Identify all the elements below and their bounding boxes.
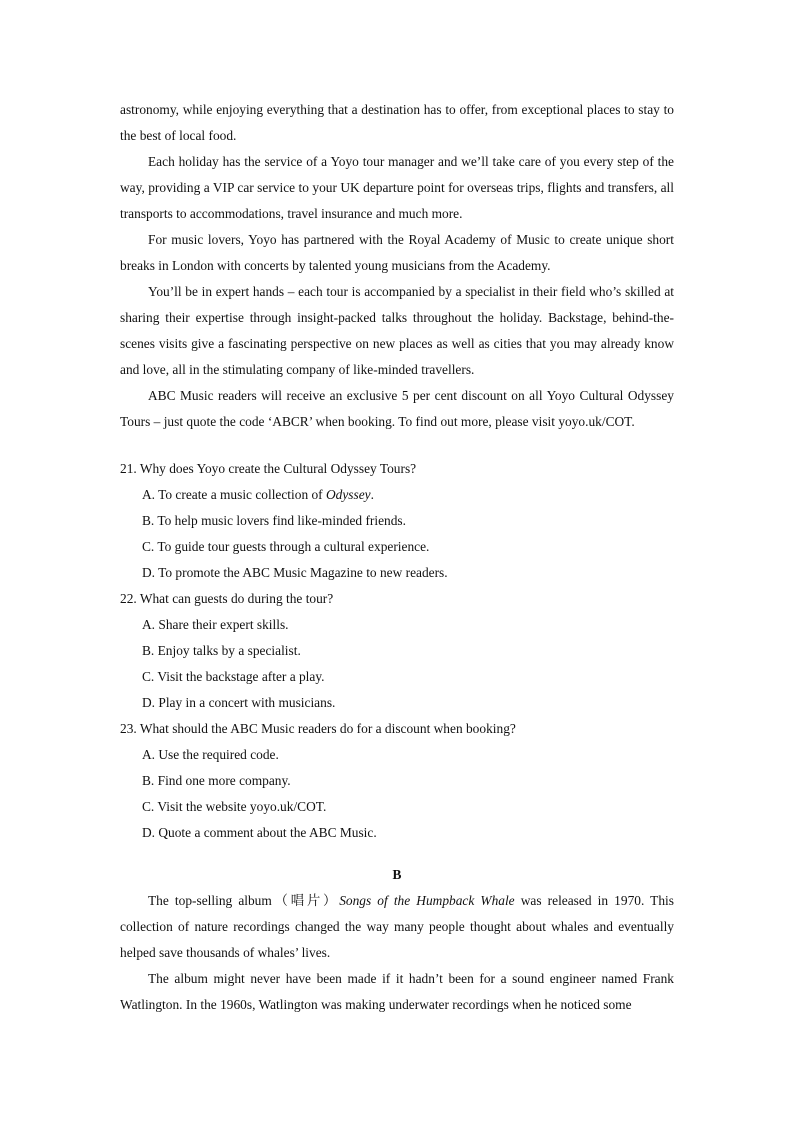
question-stem: 21. Why does Yoyo create the Cultural Odyssey Tours? [120, 461, 417, 476]
option-c: C. To guide tour guests through a cultural experience. [142, 539, 430, 554]
option-d: D. To promote the ABC Music Magazine to new readers. [142, 565, 448, 580]
passage-b [120, 862, 674, 1018]
question-21 [120, 456, 674, 586]
passage-a-paragraph-4: ABC Music readers will receive an exclusive 5 per cent discount on all Yoyo Cultural Odyssey Tours – just quote the code ‘ABCR’ when booking. To find out more, please visit yoyo.uk/COT. [120, 388, 674, 429]
album-title: Songs of the Humpback Whale [339, 893, 515, 908]
option-c: C. Visit the backstage after a play. [142, 669, 325, 684]
option-italic-title: Odyssey [325, 487, 371, 502]
question-23 [120, 716, 674, 846]
question-22 [120, 586, 674, 716]
option-a: A. Use the required code. [142, 747, 279, 762]
passage-a-paragraph-2: For music lovers, Yoyo has partnered with the Royal Academy of Music to create unique short breaks in London with concerts by talented young musicians from the Academy. [120, 232, 674, 273]
option-c: C. Visit the website yoyo.uk/COT. [142, 799, 327, 814]
passage-b-paragraph-1 [120, 888, 674, 966]
passage-a-paragraph-3: You’ll be in expert hands – each tour is accompanied by a specialist in their field who’s skilled at sharing their expertise through insight-packed talks throughout the holiday. Backstage, behind-the-scenes visits give a fascinating perspective on new places as well as cities that you may already know and love, all in the stimulating company of like-minded travellers. [120, 284, 674, 377]
option-text: A. To create a music collection of [142, 487, 326, 502]
document-page [120, 97, 674, 1018]
question-stem: 22. What can guests do during the tour? [120, 591, 334, 606]
option-d: D. Play in a concert with musicians. [142, 695, 336, 710]
option-a: A. Share their expert skills. [142, 617, 289, 632]
passage-b-paragraph-2: The album might never have been made if it hadn’t been for a sound engineer named Frank Watlington. In the 1960s, Watlington was making underwater recordings when he noticed some [120, 971, 674, 1012]
option-punctuation: . [370, 487, 374, 502]
passage-a [120, 97, 674, 435]
paragraph-text: The top-selling album（唱片） [148, 893, 340, 908]
option-d: D. Quote a comment about the ABC Music. [142, 825, 377, 840]
question-stem: 23. What should the ABC Music readers do for a discount when booking? [120, 721, 516, 736]
section-b-title: B [392, 867, 402, 882]
passage-a-paragraph-0: astronomy, while enjoying everything that a destination has to offer, from exceptional places to stay to the best of local food. [120, 102, 674, 143]
paragraph-text: was released in 1970. This collection of nature recordings changed the way many people thought about whales and eventually helped save thousands of whales’ lives. [120, 893, 674, 960]
passage-a-paragraph-1: Each holiday has the service of a Yoyo tour manager and we’ll take care of you every step of the way, providing a VIP car service to your UK departure point for overseas trips, flights and transfers, all transports to accommodations, travel insurance and much more. [120, 154, 674, 221]
option-b: B. To help music lovers find like-minded friends. [142, 513, 406, 528]
option-a [120, 482, 674, 508]
option-b: B. Enjoy talks by a specialist. [142, 643, 301, 658]
question-list [120, 456, 674, 846]
option-b: B. Find one more company. [142, 773, 291, 788]
